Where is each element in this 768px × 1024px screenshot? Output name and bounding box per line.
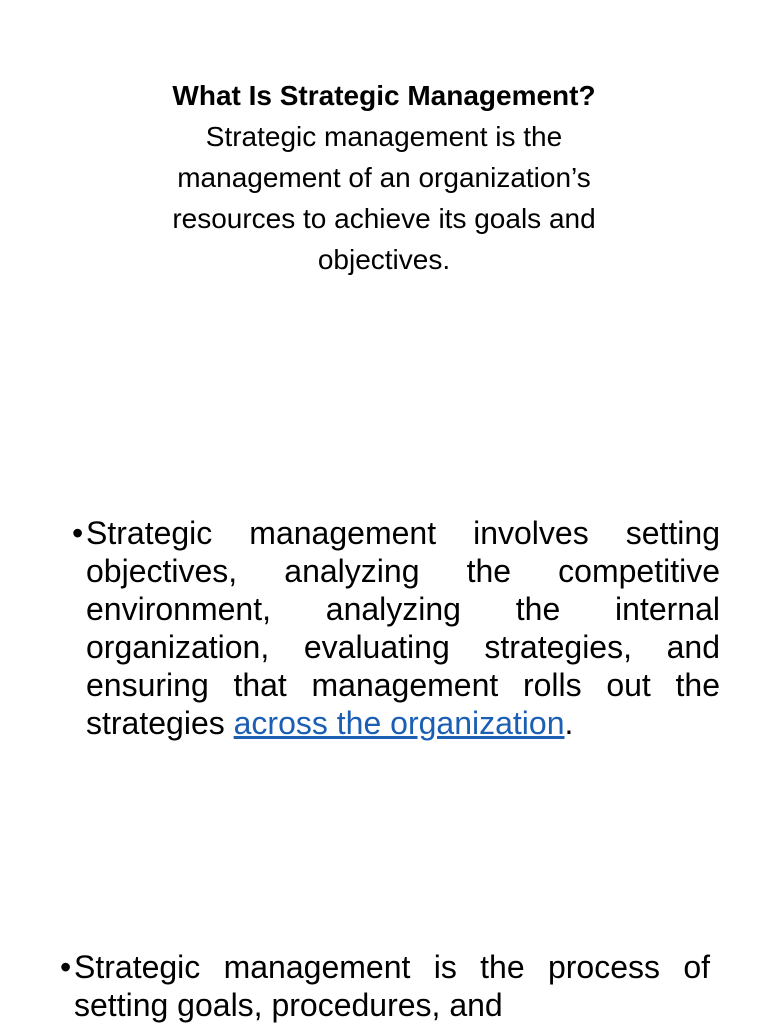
bullet-paragraph-1 [72, 514, 720, 742]
bullet-marker: • [60, 949, 72, 985]
bullet-text: Strategic management is the process of setting goals, procedures, and [74, 949, 710, 1023]
bullet-text: Strategic management involves setting objectives, analyzing the competitive environment, analyzing the internal organization, evaluating strategies, and ensuring that management rolls out the strategies [86, 515, 720, 741]
bullet-text-end: . [564, 705, 574, 741]
header-block [0, 76, 768, 280]
organization-link[interactable]: across the organization [233, 705, 565, 741]
intro-paragraph: Strategic management is the management of an organization’s resources to achieve its goals and objectives. [172, 121, 596, 275]
bullet-paragraph-2 [60, 948, 710, 1024]
bullet-marker: • [72, 515, 84, 551]
page-title: What Is Strategic Management? [172, 80, 596, 111]
